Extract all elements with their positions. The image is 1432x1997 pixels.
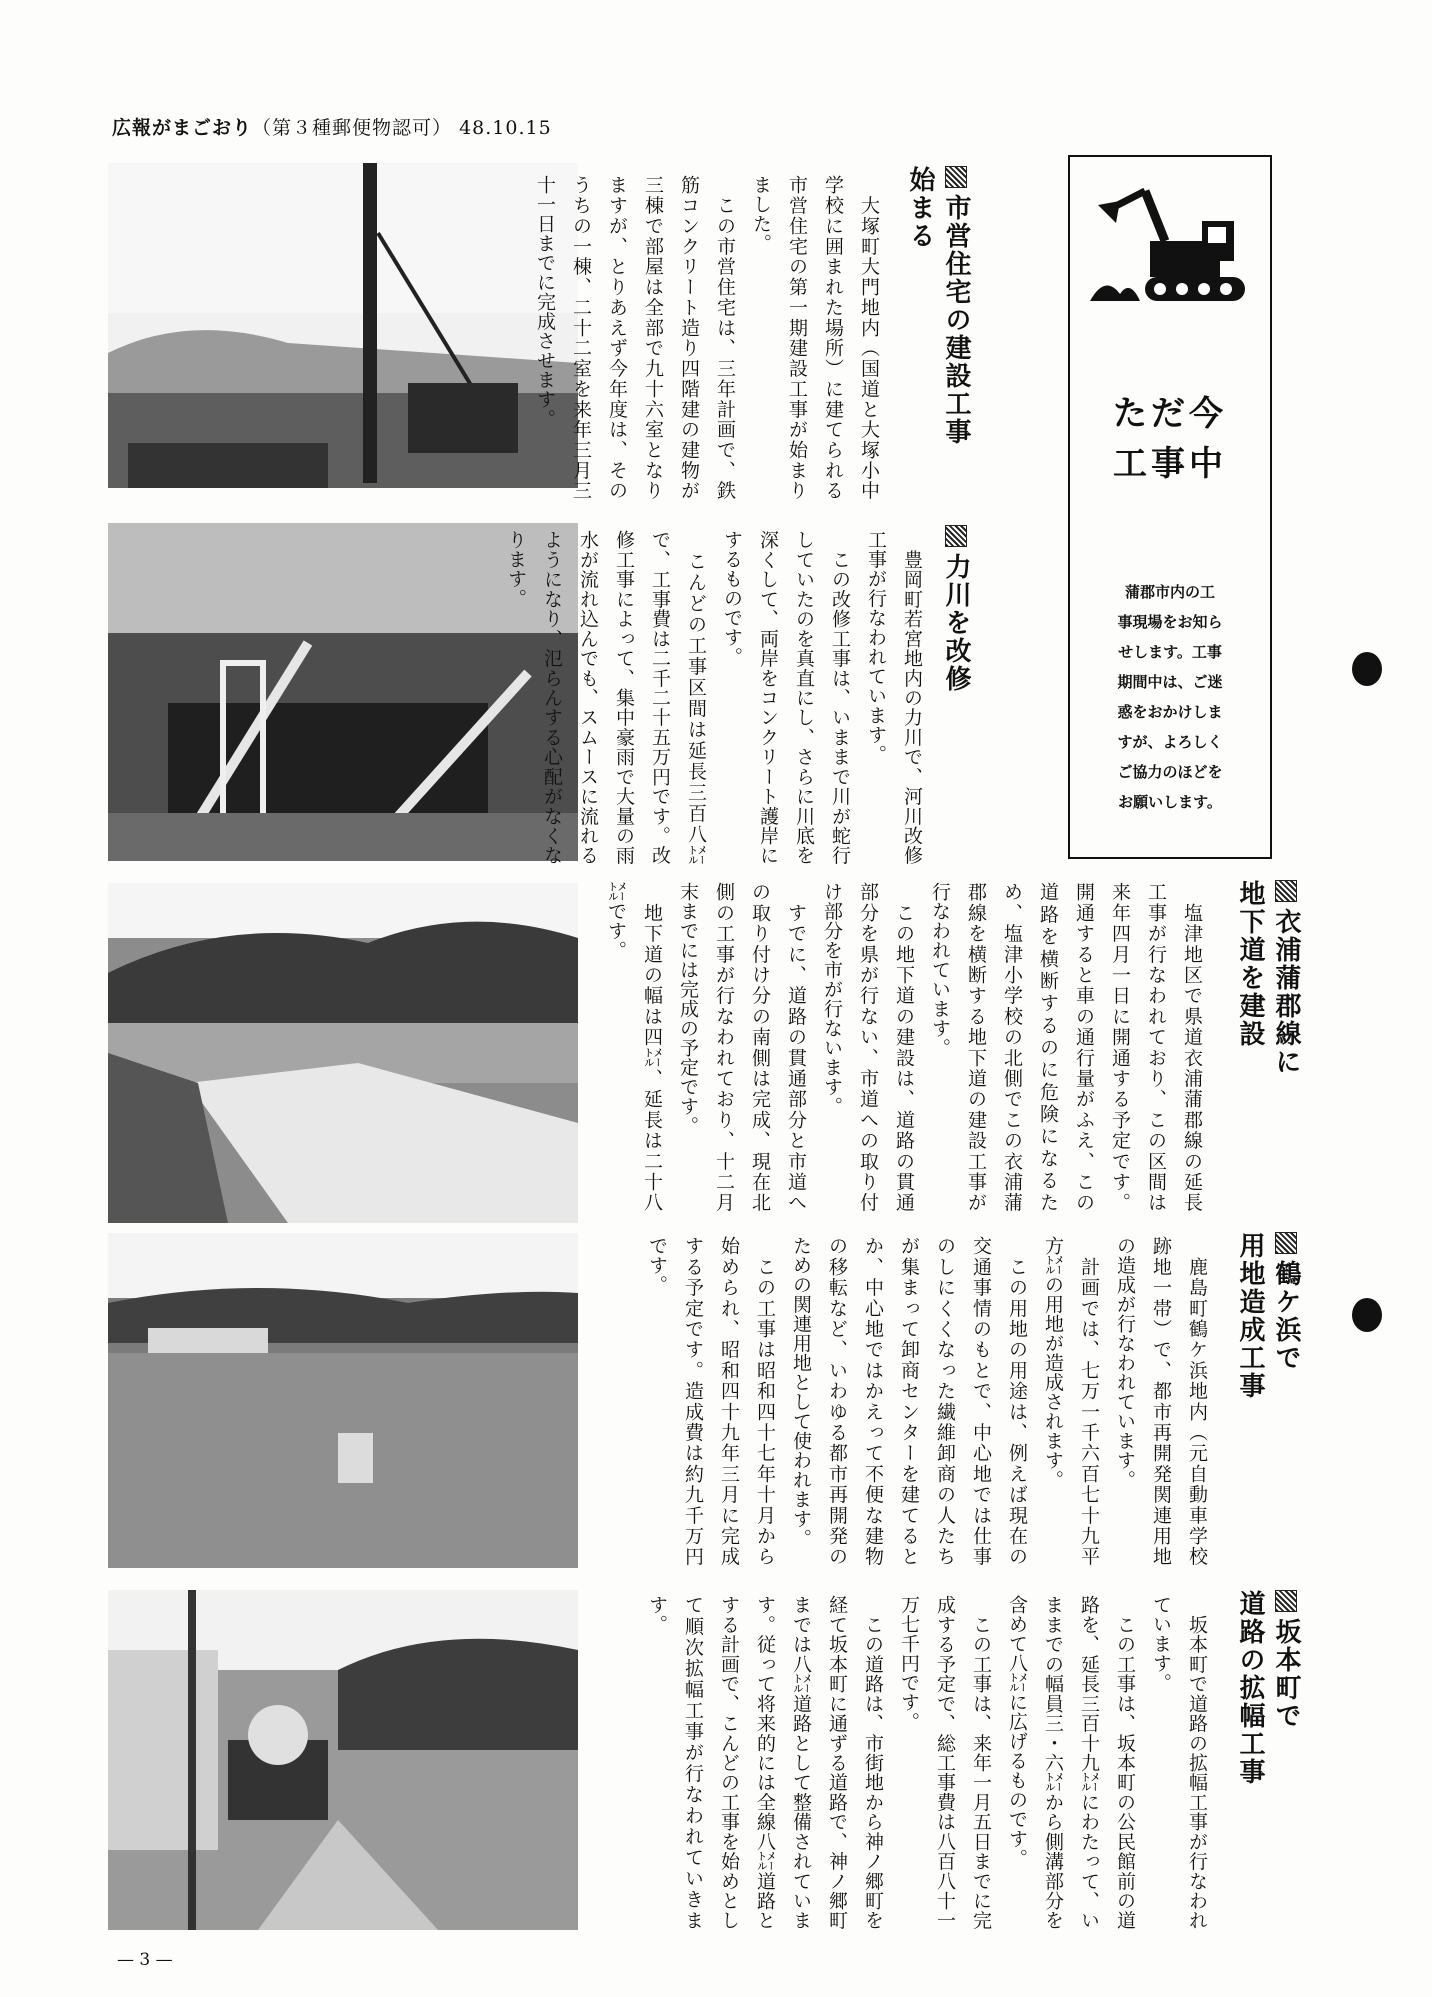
construction-notice-box [1068, 155, 1272, 859]
masthead [112, 113, 552, 140]
excavator-icon [1090, 179, 1255, 309]
hatch-marker-icon [945, 166, 967, 188]
underpass-heading-line2: 地下道を建設 [1235, 880, 1265, 1048]
issue-date: 48.10.15 [459, 117, 552, 139]
sakamoto-heading-line1: 坂本町で [1271, 1618, 1301, 1730]
box-notice-text: 蒲郡市内の工 事現場をお知ら せします。工事 期間中は、ご迷 惑をおかけしま すが、よろしく ご協力のほどを お願いします。 [1117, 583, 1223, 811]
river-heading-line1: 力川を改修 [941, 553, 971, 693]
underpass-body: 塩津地区で県道衣浦蒲郡線の延長工事が行なわれており、この区間は来年四月一日に開通する予定です。開通すると車の通行量がふえ、この道路を横断するのに危険になるため、塩津小学校の北側でこの衣浦蒲郡線を横断する地下道の建設工事が行なわれています。 この地下道の建設は、道路の貫通部分を県が行ない、市道への取り付け部分を市が行ないます。 すでに、道路の貫通部分と市道への取り付け分の南側は完成、現在北側の工事が行なわれており、十二月末までには完成の予定です。 地下道の幅は四㍍、延長は二十八㍍です。 [605, 882, 1203, 1213]
housing-heading-line2: 始まる [905, 166, 935, 250]
page-number: — 3 — [117, 1950, 173, 1970]
box-title-line2: 工事中 [1113, 444, 1227, 484]
river-heading [938, 525, 974, 755]
housing-body: 大塚町大門地内（国道と大塚小中学校に囲まれた場所）に建てられる市営住宅の第一期建設工事が始まりました。 この市営住宅は、三年計画で、鉄筋コンクリート造り四階建の建物が三棟で部屋は全部で九十六室となりますが、とりあえず今年度は、そのうちの一棟、二十二室を来年三月三十一日までに完成させます。 [534, 175, 880, 500]
tsurugahama-body: 鹿島町鶴ケ浜地内（元自動車学校跡地一帯）で、都市再開発関連用地の造成が行なわれています。 計画では、七万一千六百七十九平方㍍の用地が造成されます。 この用地の用途は、例えば現在の交通事情のもとで、中心地では仕事のしにくくなった繊維卸商の人たちが集まって卸商センターを建てるとか、中心地ではかえって不便な建物の移転など、いわゆる都市再開発のための関連用地として使われます。 この工事は昭和四十七年十月から始められ、昭和四十九年三月に完成する予定です。造成費は約九千万円です。 [646, 1236, 1208, 1567]
box-title-line1: ただ今 [1113, 394, 1227, 434]
tsurugahama-heading [1232, 1232, 1304, 1562]
river-body: 豊岡町若宮地内の力川で、河川改修工事が行なわれています。 この改修工事は、いままで川が蛇行していたのを真直にし、さらに川底を深くして、両岸をコンクリート護岸にするものです。 こんどの工事区間は延長三百八㍍で、工事費は二千二十五万円です。改修工事によって、集中豪雨で大量の雨水が流れ込んでも、スムースに流れるようになり、氾らんする心配がなくなります。 [505, 530, 923, 865]
binding-hole-bottom [1352, 1298, 1382, 1332]
underpass-heading [1232, 880, 1304, 1220]
tsurugahama-heading-line1: 鶴ケ浜で [1271, 1260, 1301, 1372]
housing-heading-line1: 市営住宅の建設工事 [941, 194, 971, 446]
tsurugahama-heading-line2: 用地造成工事 [1235, 1232, 1265, 1400]
photo-housing-construction [108, 163, 578, 488]
underpass-heading-line1: 衣浦蒲郡線に [1271, 908, 1301, 1076]
hatch-marker-icon [1275, 1590, 1297, 1612]
hatch-marker-icon [1275, 880, 1297, 902]
binding-hole-top [1352, 652, 1382, 686]
hatch-marker-icon [1275, 1232, 1297, 1254]
newsletter-title: 広報がまごおり [112, 117, 253, 139]
photo-land-reclamation [108, 1233, 578, 1568]
sakamoto-heading [1232, 1590, 1304, 1930]
hatch-marker-icon [945, 525, 967, 547]
photo-road-widening [108, 1590, 578, 1930]
photo-underpass-works [108, 883, 578, 1223]
postal-permit: （第３種郵便物認可） [252, 117, 453, 139]
sakamoto-heading-line2: 道路の拡幅工事 [1235, 1590, 1265, 1786]
housing-heading [902, 166, 974, 486]
sakamoto-body: 坂本町で道路の拡幅工事が行なわれています。 この工事は、坂本町の公民館前の道路を、延長三百十九㍍にわたって、いままでの幅員三・六㍍から側溝部分を含めて八㍍に広げるものです。 この工事は、来年一月五日までに完成する予定で、総工事費は八百八十一万七千円です。 この道路は、市街地から神ノ郷町を経て坂本町に通ずる道路で、神ノ郷町までは八㍍道路として整備されています。従って将来的には全線八㍍道路とする計画で、こんどの工事を始めとして順次拡幅工事が行なわれていきます。 [646, 1595, 1208, 1930]
